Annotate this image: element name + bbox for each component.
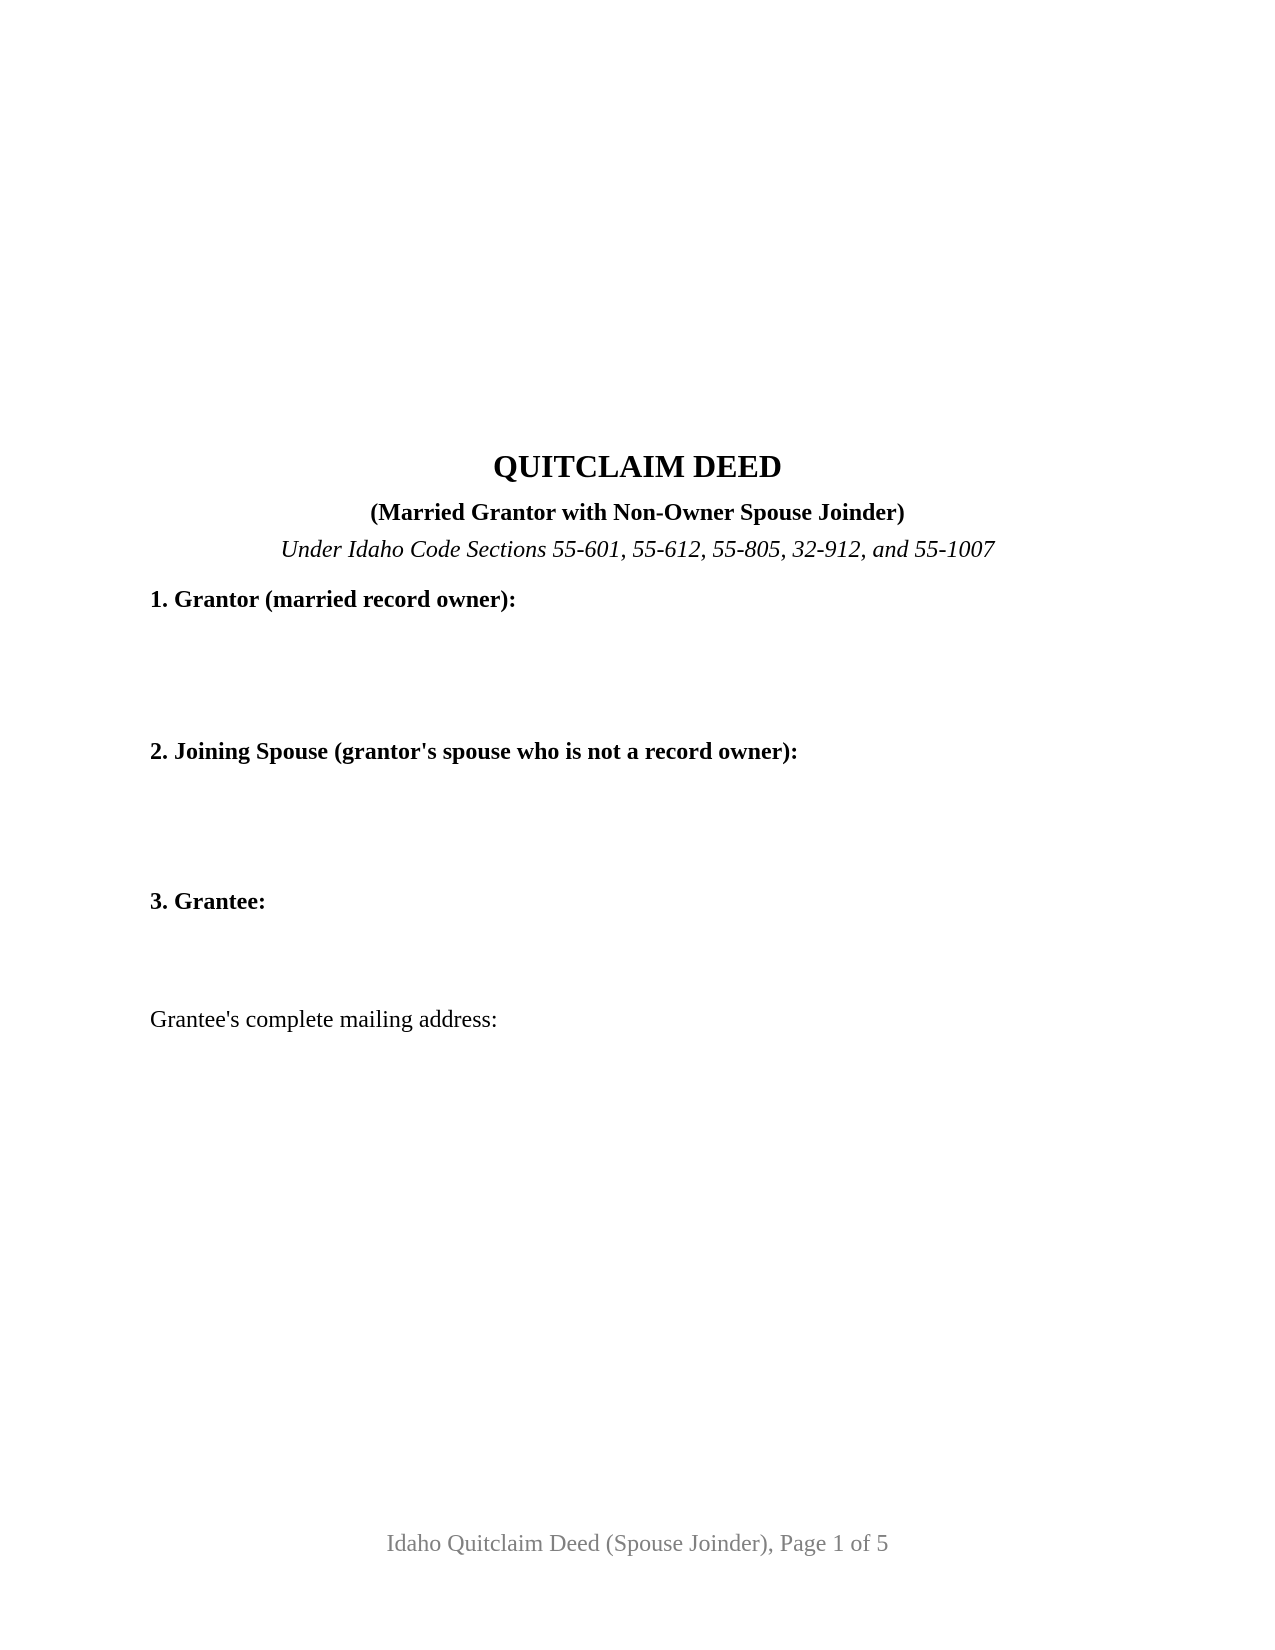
- page-footer: Idaho Quitclaim Deed (Spouse Joinder), Page 1 of 5: [386, 1531, 889, 1557]
- grantee-heading: 3. Grantee:: [150, 889, 266, 915]
- document-title: QUITCLAIM DEED: [493, 448, 782, 484]
- grantor-heading: 1. Grantor (married record owner):: [150, 587, 517, 613]
- grantee-address-label: Grantee's complete mailing address:: [150, 1007, 498, 1033]
- statutory-authority: Under Idaho Code Sections 55-601, 55-612, 55-805, 32-912, and 55-1007: [280, 537, 995, 563]
- joining-spouse-heading: 2. Joining Spouse (grantor's spouse who is not a record owner):: [150, 739, 799, 765]
- document-subtitle: (Married Grantor with Non-Owner Spouse Joinder): [370, 500, 905, 526]
